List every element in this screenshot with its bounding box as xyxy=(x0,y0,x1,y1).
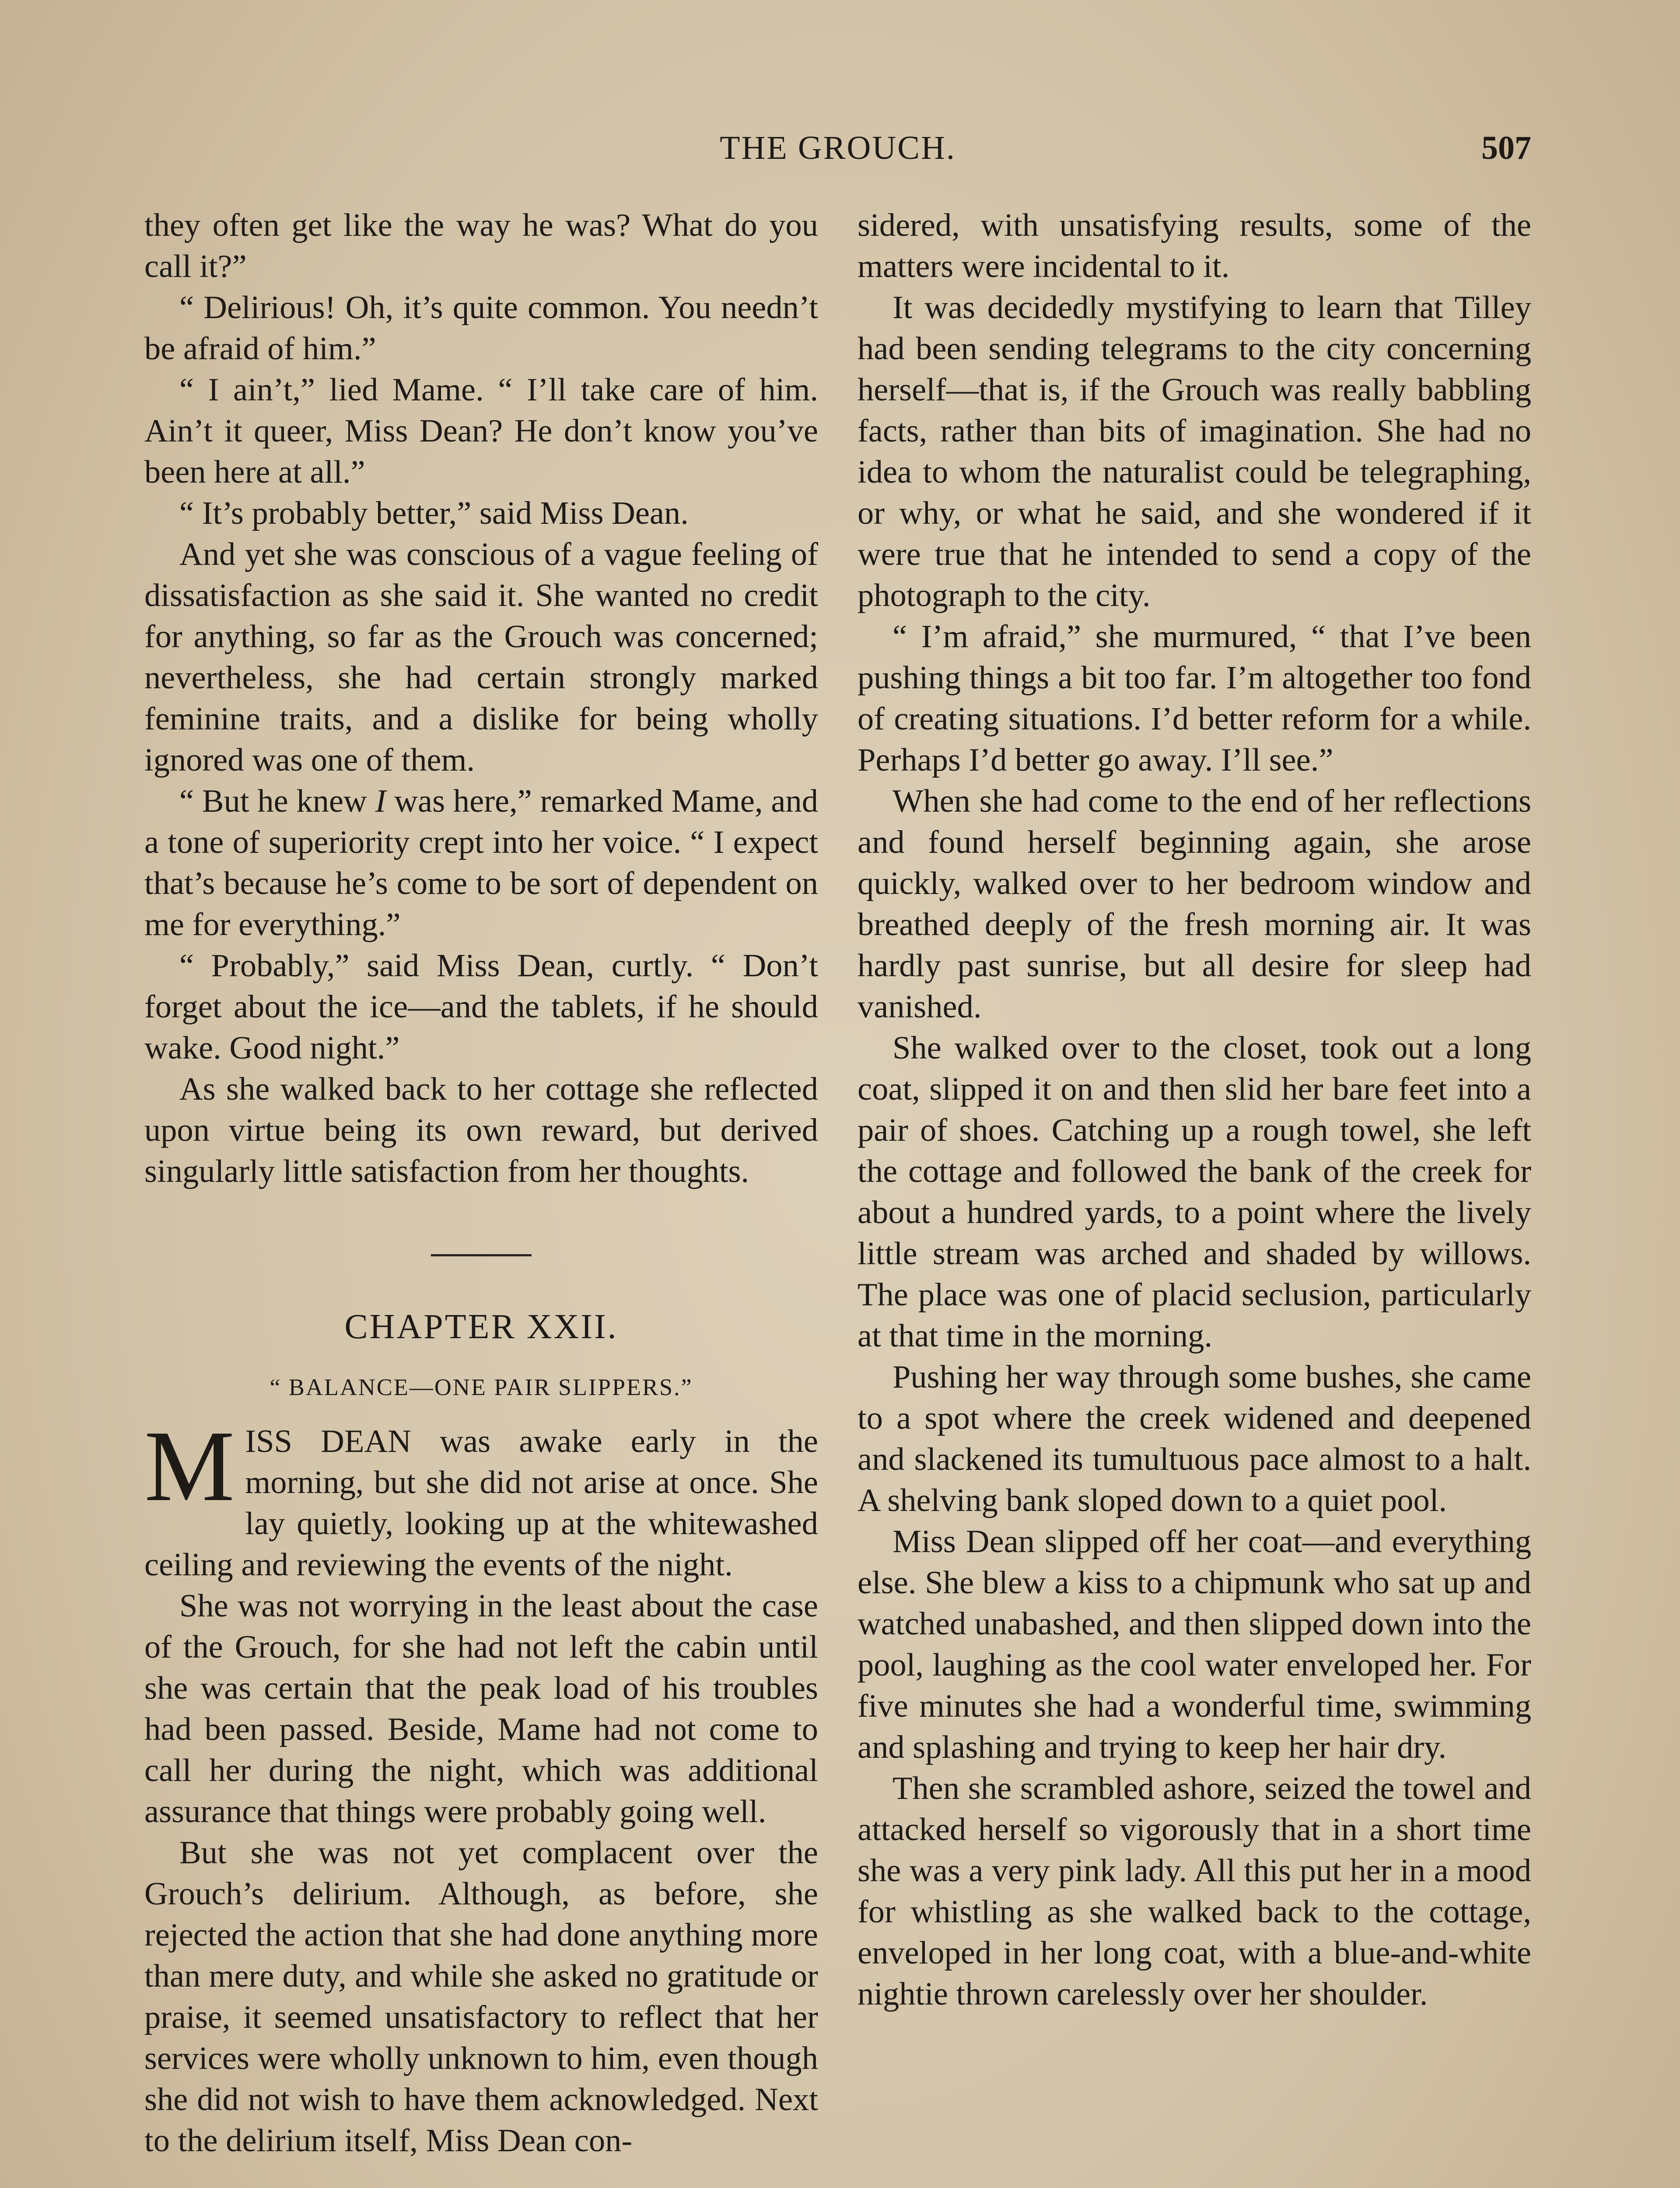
paragraph: “ I ain’t,” lied Mame. “ I’ll take care of him. Ain’t it queer, Miss Dean? He don’t know you’ve been here at all.” xyxy=(144,372,818,490)
paragraph: “ Probably,” said Miss Dean, curtly. “ Don’t forget about the ice—and the tablets, if he should wake. Good night.” xyxy=(144,948,818,1066)
paragraph: She walked over to the closet, took out a long coat, slipped it on and then slid her bare feet into a pair of shoes. Catching up a rough towel, she left the cottage and followed the bank of the creek for about a hundred yards, to a point where the lively little stream was arched and shaded by willows. The place was one of placid seclusion, particularly at that time in the morning. xyxy=(858,1030,1531,1354)
paragraph: sidered, with unsatisfying results, some of the matters were incidental to it. xyxy=(858,207,1531,284)
page-number: 507 xyxy=(1481,130,1531,166)
paragraph: they often get like the way he was? What do you call it?” xyxy=(144,207,818,284)
paragraph: It was decidedly mystifying to learn that Tilley had been sending telegrams to the city concerning herself—that is, if the Grouch was really babbling facts, rather than bits of imagination. She had no idea to whom the naturalist could be telegraphing, or why, or what he said, and she wondered if it were true that he intended to send a copy of the photograph to the city. xyxy=(858,290,1531,614)
paragraph: Miss Dean slipped off her coat—and everything else. She blew a kiss to a chipmunk who sat up and watched unabashed, and then slipped down into the pool, laughing as the cool water enveloped her. For five minutes she had a wonderful time, swimming and splashing and trying to keep her hair dry. xyxy=(858,1524,1531,1765)
paragraph-text: was here,” remarked Mame, and a tone of superiority crept into her voice. “ I expect that’s because he’s come to be sort of dependent on me for everything.” xyxy=(144,783,818,943)
paragraph: When she had come to the end of her reflections and found herself beginning again, she arose quickly, walked over to her bedroom window and breathed deeply of the fresh morning air. It was hardly past sunrise, but all desire for sleep had vanished. xyxy=(858,783,1531,1025)
page-header xyxy=(144,129,1531,173)
section-divider xyxy=(431,1254,532,1256)
emphasis-text: I xyxy=(375,783,386,819)
chapter-subtitle: “ BALANCE—ONE PAIR SLIPPERS.” xyxy=(270,1374,693,1400)
paragraph: “ It’s probably better,” said Miss Dean. xyxy=(179,495,689,531)
chapter-first-paragraph xyxy=(144,1410,818,1585)
left-column xyxy=(144,205,818,2161)
drop-cap: M xyxy=(144,1410,235,1522)
right-column xyxy=(858,205,1531,2015)
paragraph: Pushing her way through some bushes, she came to a spot where the creek widened and deepened and slackened its tumultuous pace almost to a halt. A shelving bank sloped down to a quiet pool. xyxy=(858,1359,1531,1518)
paragraph-text: ISS DEAN was awake early in the morning, but she did not arise at once. She lay quietly, looking up at the whitewashed ceiling and reviewing the events of the night. xyxy=(144,1424,818,1583)
running-title: THE GROUCH. xyxy=(720,130,956,166)
paragraph: “ Delirious! Oh, it’s quite common. You needn’t be afraid of him.” xyxy=(144,290,818,367)
paragraph-text: “ But he knew xyxy=(179,783,375,819)
paragraph xyxy=(144,781,818,945)
paragraph: Then she scrambled ashore, seized the towel and attacked herself so vigorously that in a short time she was a very pink lady. All this put her in a mood for whistling as she walked back to the cottage, enveloped in her long coat, with a blue-and-white nightie thrown carelessly over her shoulder. xyxy=(858,1771,1531,2012)
paragraph: “ I’m afraid,” she murmured, “ that I’ve been pushing things a bit too far. I’m altogether too fond of creating situations. I’d better reform for a while. Perhaps I’d better go away. I’ll see.” xyxy=(858,619,1531,778)
paragraph: But she was not yet complacent over the Grouch’s delirium. Although, as before, she rejected the action that she had done anything more than mere duty, and while she asked no gratitude or praise, it seemed unsatisfactory to reflect that her services were wholly unknown to him, even though she did not wish to have them acknowledged. Next to the delirium itself, Miss Dean con- xyxy=(144,1835,818,2159)
chapter-title: CHAPTER XXII. xyxy=(344,1308,618,1346)
paragraph: And yet she was conscious of a vague feeling of dissatisfaction as she said it. She wanted no credit for anything, so far as the Grouch was concerned; nevertheless, she had certain strongly marked feminine traits, and a dislike for being wholly ignored was one of them. xyxy=(144,536,818,778)
paragraph: She was not worrying in the least about the case of the Grouch, for she had not left the cabin until she was certain that the peak load of his troubles had been passed. Beside, Mame had not come to call her during the night, which was additional assurance that things were probably going well. xyxy=(144,1588,818,1830)
paragraph: As she walked back to her cottage she reflected upon virtue being its own reward, but derived singularly little satisfaction from her thoughts. xyxy=(144,1071,818,1189)
